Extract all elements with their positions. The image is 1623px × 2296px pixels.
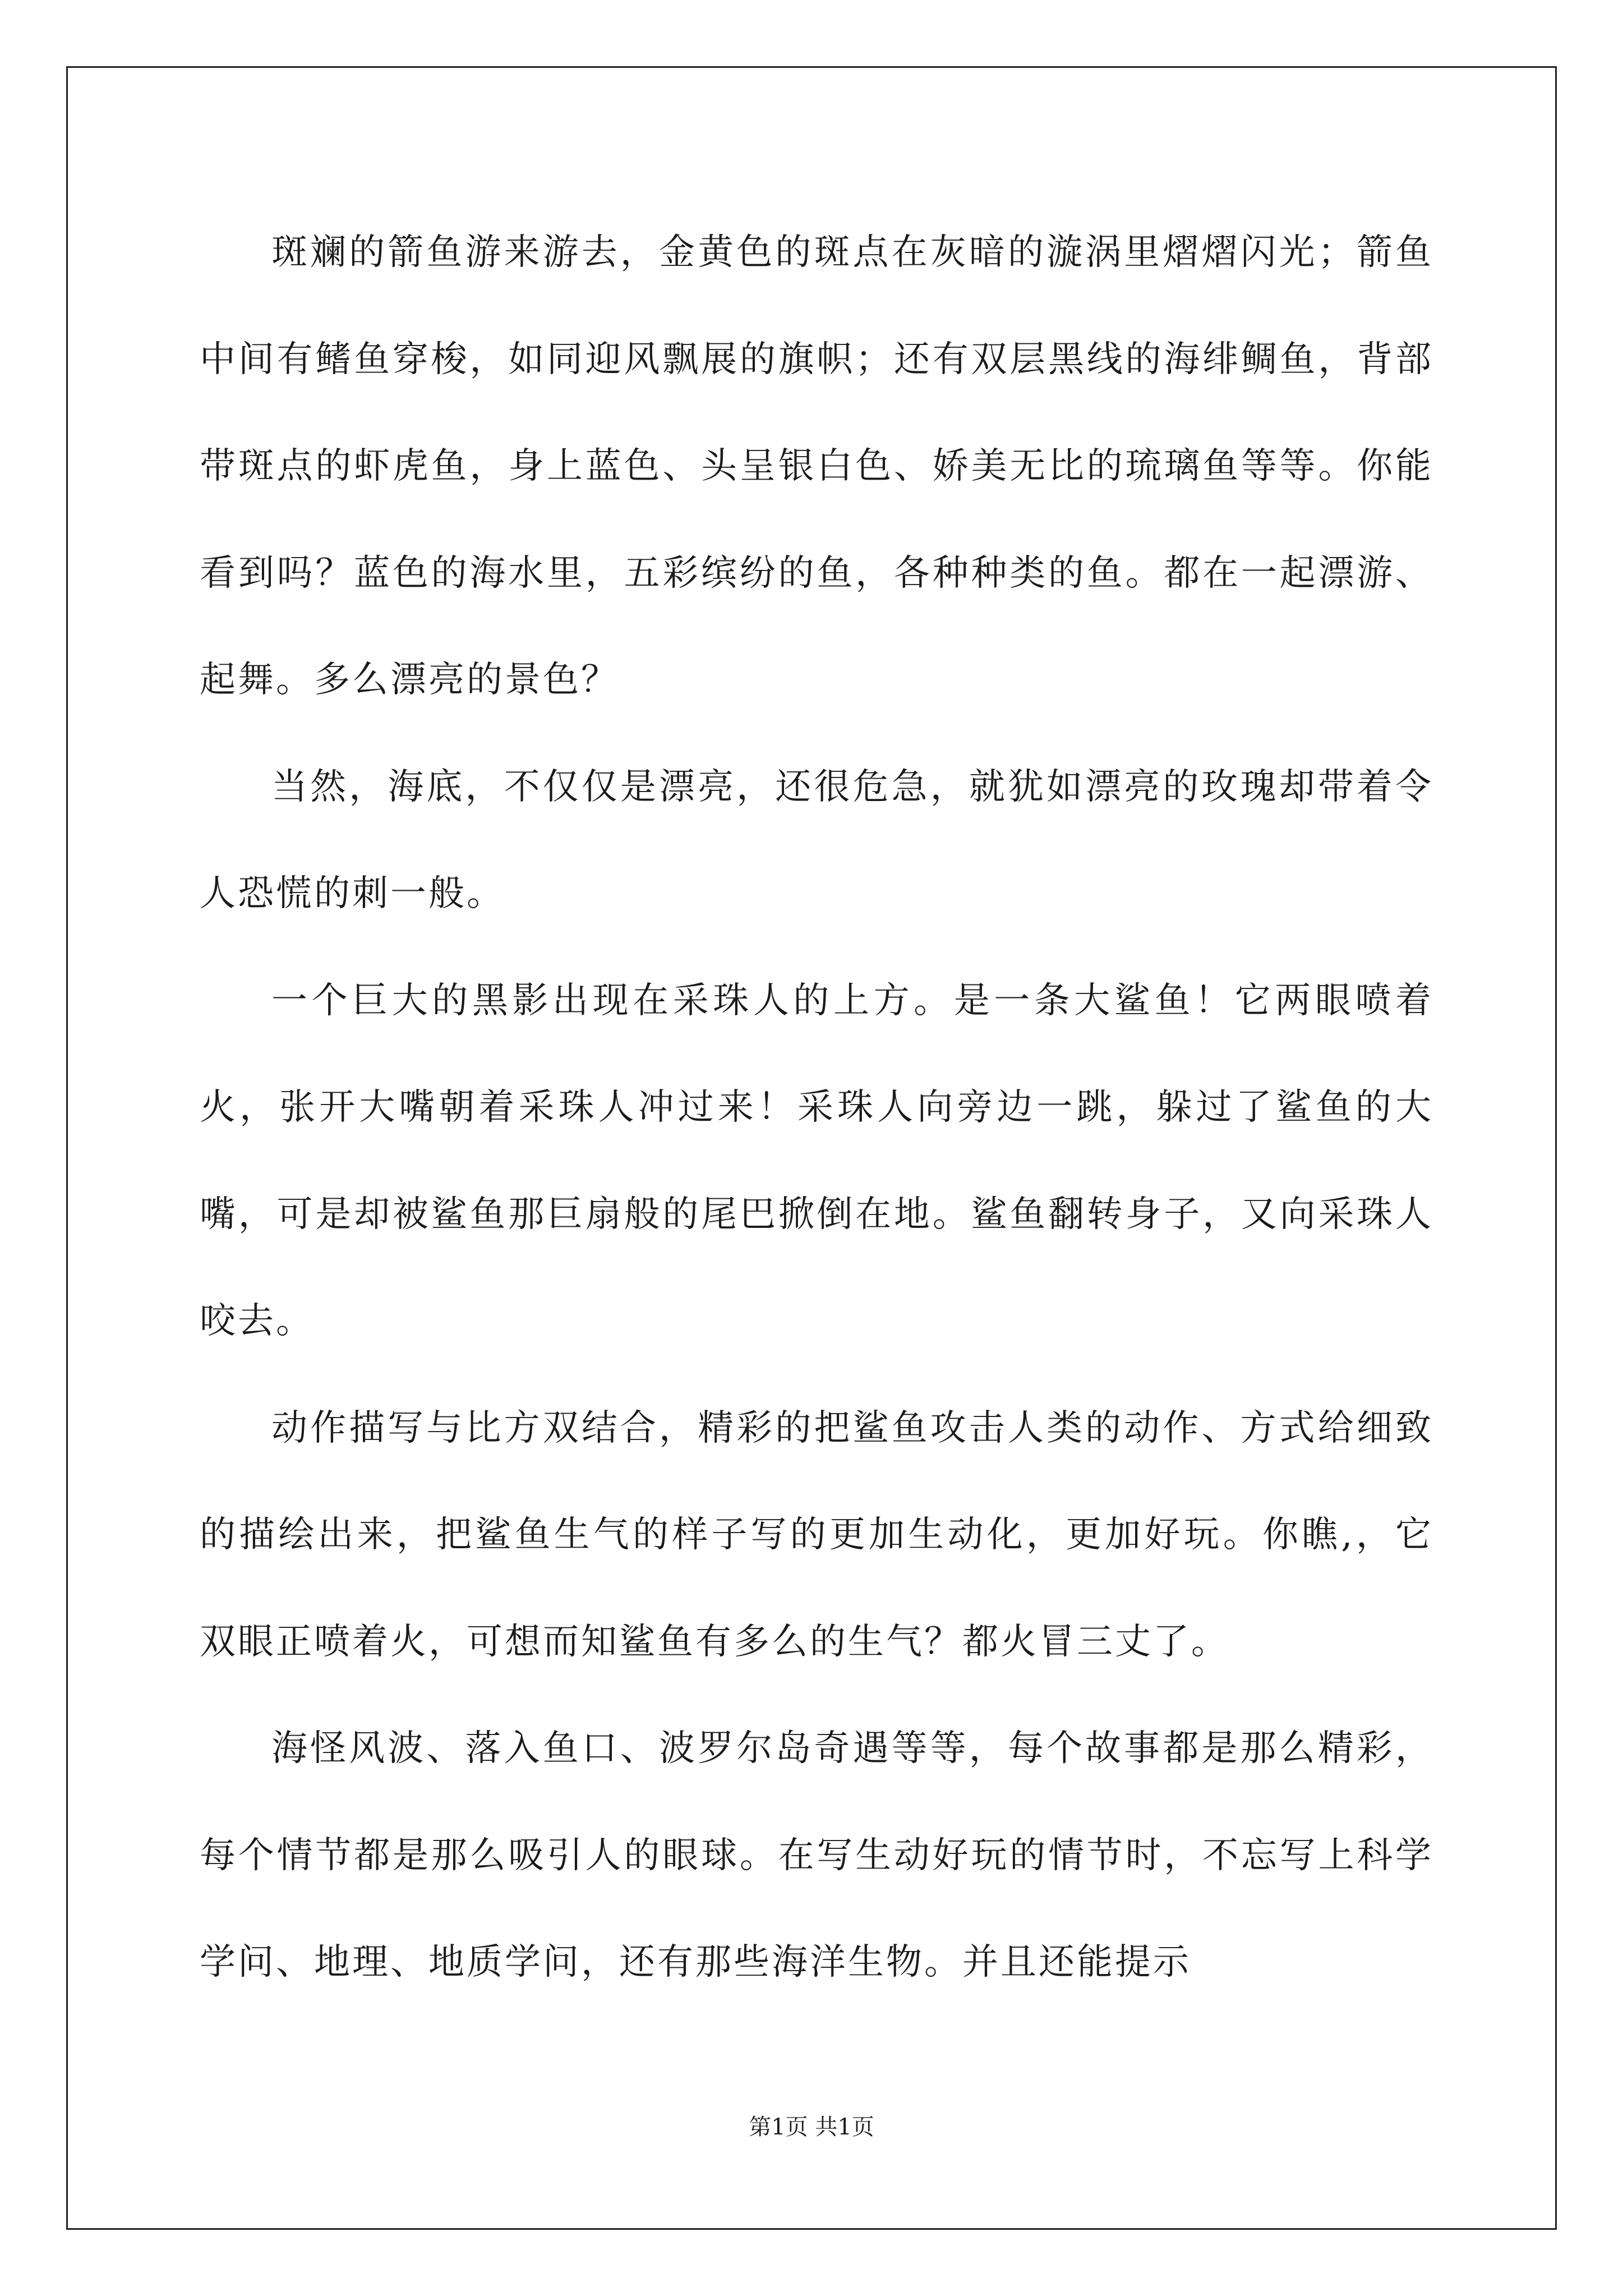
paragraph: 斑斓的箭鱼游来游去，金黄色的斑点在灰暗的漩涡里熠熠闪光；箭鱼中间有鳍鱼穿梭，如同迎风飘展的旗帜；还有双层黑线的海绯鲷鱼，背部带斑点的虾虎鱼，身上蓝色、头呈银白色、娇美无比的琉璃鱼等等。你能看到吗？蓝色的海水里，五彩缤纷的鱼，各种种类的鱼。都在一起漂游、起舞。多么漂亮的景色？ bbox=[200, 232, 1433, 701]
paragraph: 动作描写与比方双结合，精彩的把鲨鱼攻击人类的动作、方式给细致的描绘出来，把鲨鱼生气的样子写的更加生动化，更加好玩。你瞧,，它双眼正喷着火，可想而知鲨鱼有多么的生气？都火冒三丈了。 bbox=[200, 1407, 1433, 1663]
paragraph: 海怪风波、落入鱼口、波罗尔岛奇遇等等，每个故事都是那么精彩，每个情节都是那么吸引人的眼球。在写生动好玩的情节时，不忘写上科学学问、地理、地质学问，还有那些海洋生物。并且还能提示 bbox=[200, 1728, 1433, 1983]
paragraph: 当然，海底，不仅仅是漂亮，还很危急，就犹如漂亮的玫瑰却带着令人恐慌的刺一般。 bbox=[200, 766, 1433, 914]
paragraph: 一个巨大的黑影出现在采珠人的上方。是一条大鲨鱼！它两眼喷着火，张开大嘴朝着采珠人冲过来！采珠人向旁边一跳，躲过了鲨鱼的大嘴，可是却被鲨鱼那巨扇般的尾巴掀倒在地。鲨鱼翻转身子，又向采珠人咬去。 bbox=[200, 979, 1433, 1342]
page-number-footer: 第1页 共1页 bbox=[749, 2114, 874, 2140]
document-body bbox=[200, 199, 1433, 2016]
